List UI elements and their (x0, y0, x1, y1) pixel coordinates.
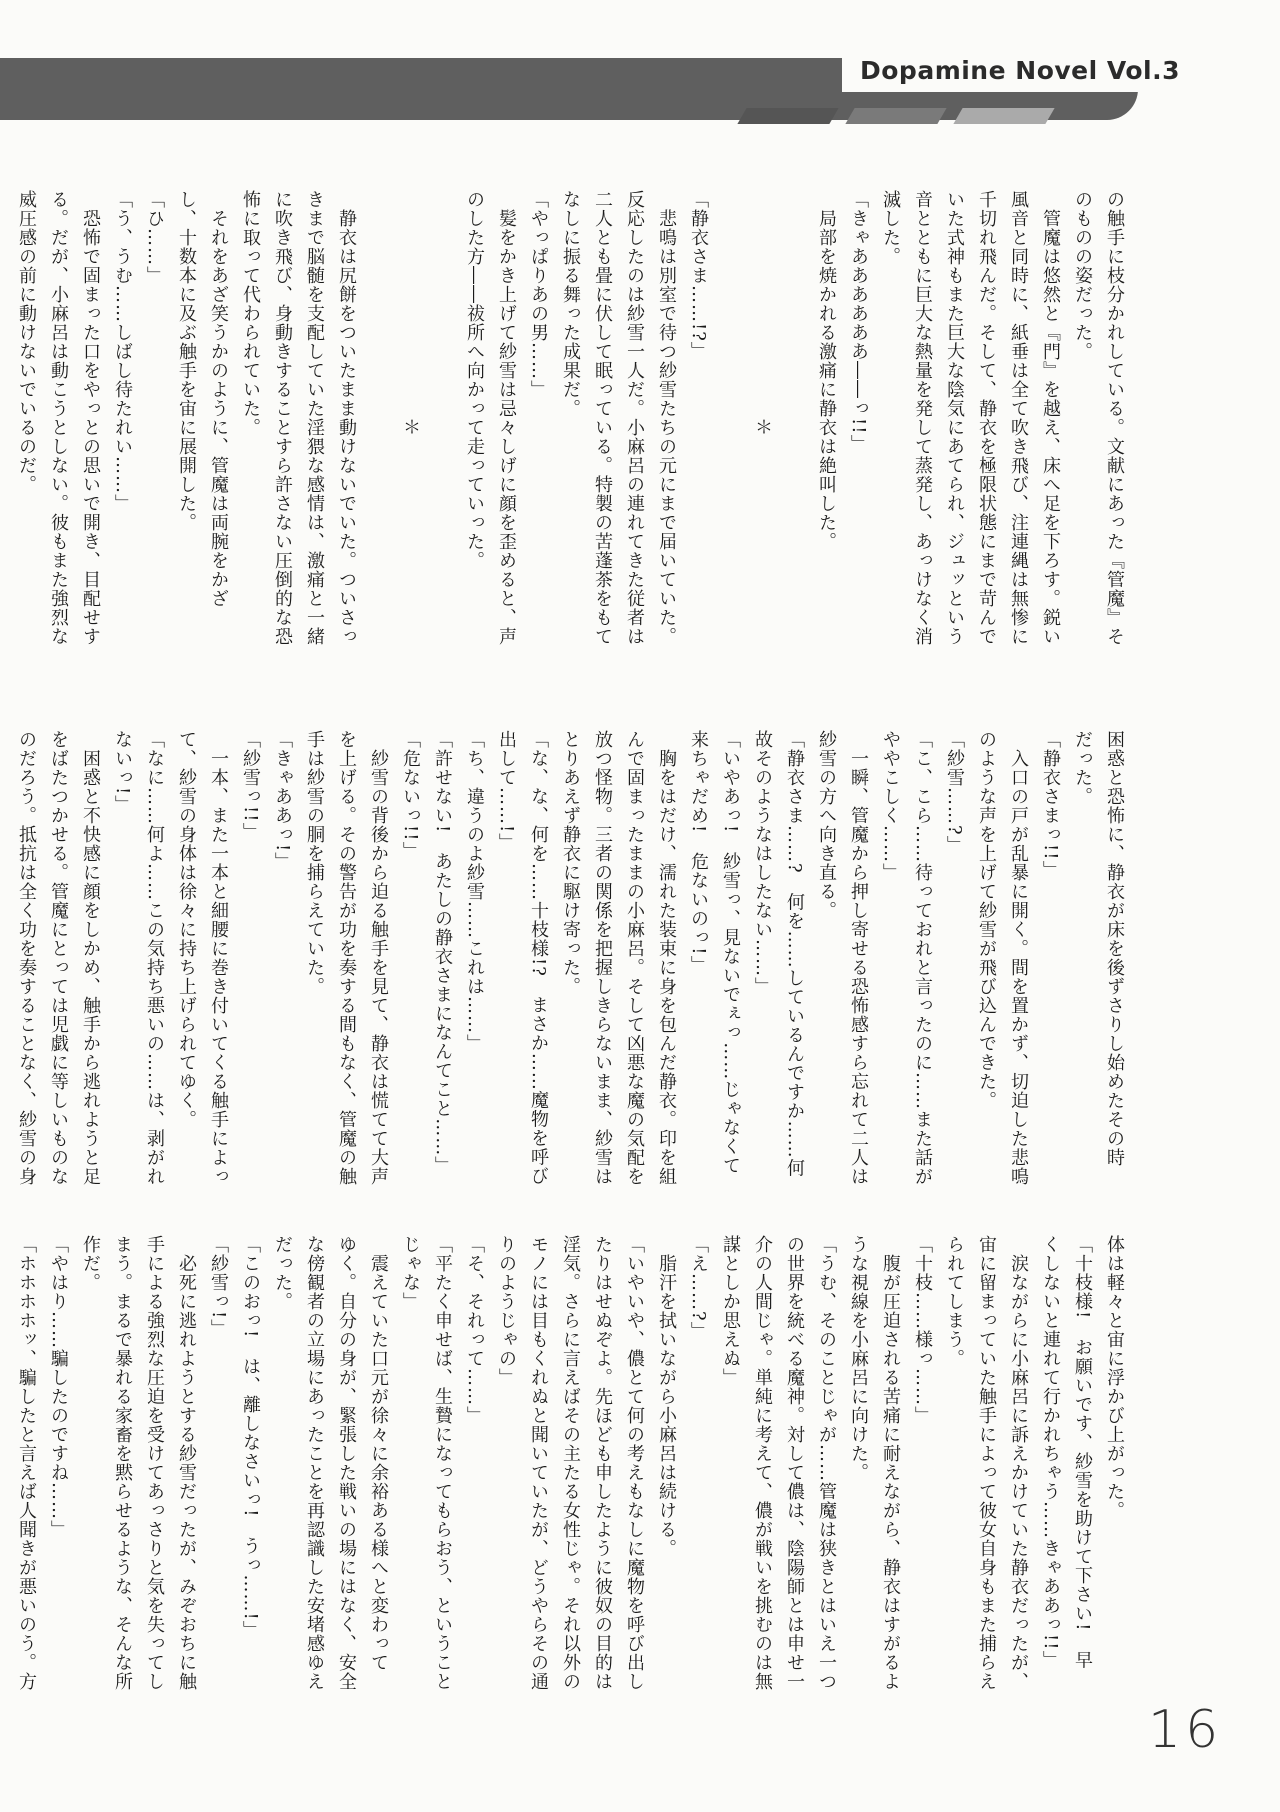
text-column-bottom: 体は軽々と宙に浮かび上がった。 「十枝様! お願いです、紗雪を助けて下さい! 早 くしないと連れて行かれちゃう……きゃああっ!!」 涙ながらに小麻呂に訴えかけていた静衣だったが、 宙に留まっていた触手によって彼女自身もまた捕らえ られてしまう。 「十枝……様っ……」 腹が圧迫される苦痛に耐えながら、静衣はすがるよ うな視線を小麻呂に向けた。 「うむ、そのことじゃが……管魔は狭きとはいえ一つ の世界を統べる魔神。対して儂は、陰陽師とは申せ一 介の人間じゃ。単純に考えて、儂が戦いを挑むのは無 謀としか思えぬ」 「え……?」 脂汗を拭いながら小麻呂は続ける。 「いやいや、儂とて何の考えもなしに魔物を呼び出し たりはせぬぞよ。先ほども申したように彼奴の目的は 淫気。さらに言えばその主たる女性じゃ。それ以外の モノには目もくれぬと聞いていたが、どうやらその通 りのようじゃの」 「そ、それって……」 「平たく申せば、生贄になってもらおう、ということ じゃな」 震えていた口元が徐々に余裕ある様へと変わって ゆく。自分の身が、緊張した戦いの場にはなく、安全 な傍観者の立場にあったことを再認識した安堵感ゆえ だった。 「このおっ! は、離しなさいっ! うっ……!」 「紗雪っ!」 必死に逃れようとする紗雪だったが、みぞおちに触 手による強烈な圧迫を受けてあっさりと気を失ってし まう。まるで暴れる家畜を黙らせるような、そんな所 作だ。 「やはり……騙したのですね……」 「ホホホホッ、騙したと言えば人聞きが悪いのう。方 (16, 1235, 1125, 1691)
header-title: Dopamine Novel Vol.3 (842, 50, 1198, 92)
header-stripe-dark (737, 108, 838, 124)
header-stripe-light (953, 108, 1054, 124)
header-stripe-mid (845, 108, 946, 124)
text-column-top: の触手に枝分かれしている。文献にあった『管魔』そ のものの姿だった。 管魔は悠然と『門』を越え、床へ足を下ろす。鋭い 風音と同時に、紙垂は全て吹き飛び、注連縄は無惨に 千切れ飛んだ。そして、静衣を極限状態にまで苛んで いた式神もまた巨大な陰気にあてられ、ジュッという 音とともに巨大な熱量を発して蒸発し、あっけなく消 滅した。 「きゃああああああ――っ!!」 局部を焼かれる激痛に静衣は絶叫した。 ＊ 「静衣さま……!?」 悲鳴は別室で待つ紗雪たちの元にまで届いていた。 反応したのは紗雪一人だ。小麻呂の連れてきた従者は 二人とも畳に伏して眠っている。特製の苦蓬茶をもて なしに振る舞った成果だ。 「やっぱりあの男……」 髪をかき上げて紗雪は忌々しげに顔を歪めると、声 のした方――祓所へ向かって走っていった。 ＊ 静衣は尻餅をついたまま動けないでいた。ついさっ きまで脳髄を支配していた淫猥な感情は、激痛と一緒 に吹き飛び、身動きすることすら許さない圧倒的な恐 怖に取って代わられていた。 それをあざ笑うかのように、管魔は両腕をかざ し、十数本に及ぶ触手を宙に展開した。 「ひ……」 「う、うむ……しばし待たれい……」 恐怖で固まった口をやっとの思いで開き、目配せす る。だが、小麻呂は動こうとしない。彼もまた強烈な 威圧感の前に動けないでいるのだ。 (16, 190, 1125, 646)
page-number: 16 (1148, 1700, 1223, 1760)
text-column-middle: 困惑と恐怖に、静衣が床を後ずさりし始めたその時 だった。 「静衣さまっ!!」 入口の戸が乱暴に開く。間を置かず、切迫した悲鳴 のような声を上げて紗雪が飛び込んできた。 「紗雪……?」 「こ、こら……待っておれと言ったのに……また話が ややこしく……」 一瞬、管魔から押し寄せる恐怖感すら忘れて二人は 紗雪の方へ向き直る。 「静衣さま……? 何を……しているんですか……何 故そのようなはしたない……」 「いやあっ! 紗雪っ、見ないでぇっ……じゃなくて 来ちゃだめ! 危ないのっ!」 胸をはだけ、濡れた装束に身を包んだ静衣。印を組 んで固まったままの小麻呂。そして凶悪な魔の気配を 放つ怪物。三者の関係を把握しきらないまま、紗雪は とりあえず静衣に駆け寄った。 「な、な、何を……十枝様!? まさか……魔物を呼び 出して……!」 「ち、違うのよ紗雪……これは……」 「許せない! あたしの静衣さまになんてこと……」 「危ないっ!!」 紗雪の背後から迫る触手を見て、静衣は慌てて大声 を上げる。その警告が功を奏する間もなく、管魔の触 手は紗雪の胴を捕らえていた。 「きゃああっ!」 「紗雪っ!!」 一本、また一本と細腰に巻き付いてくる触手によっ て、紗雪の身体は徐々に持ち上げられてゆく。 「なに……何よ……この気持ち悪いの……は、剥がれ ないっ!」 困惑と不快感に顔をしかめ、触手から逃れようと足 をばたつかせる。管魔にとっては児戯に等しいものな のだろう。抵抗は全く功を奏することなく、紗雪の身 (16, 730, 1125, 1186)
